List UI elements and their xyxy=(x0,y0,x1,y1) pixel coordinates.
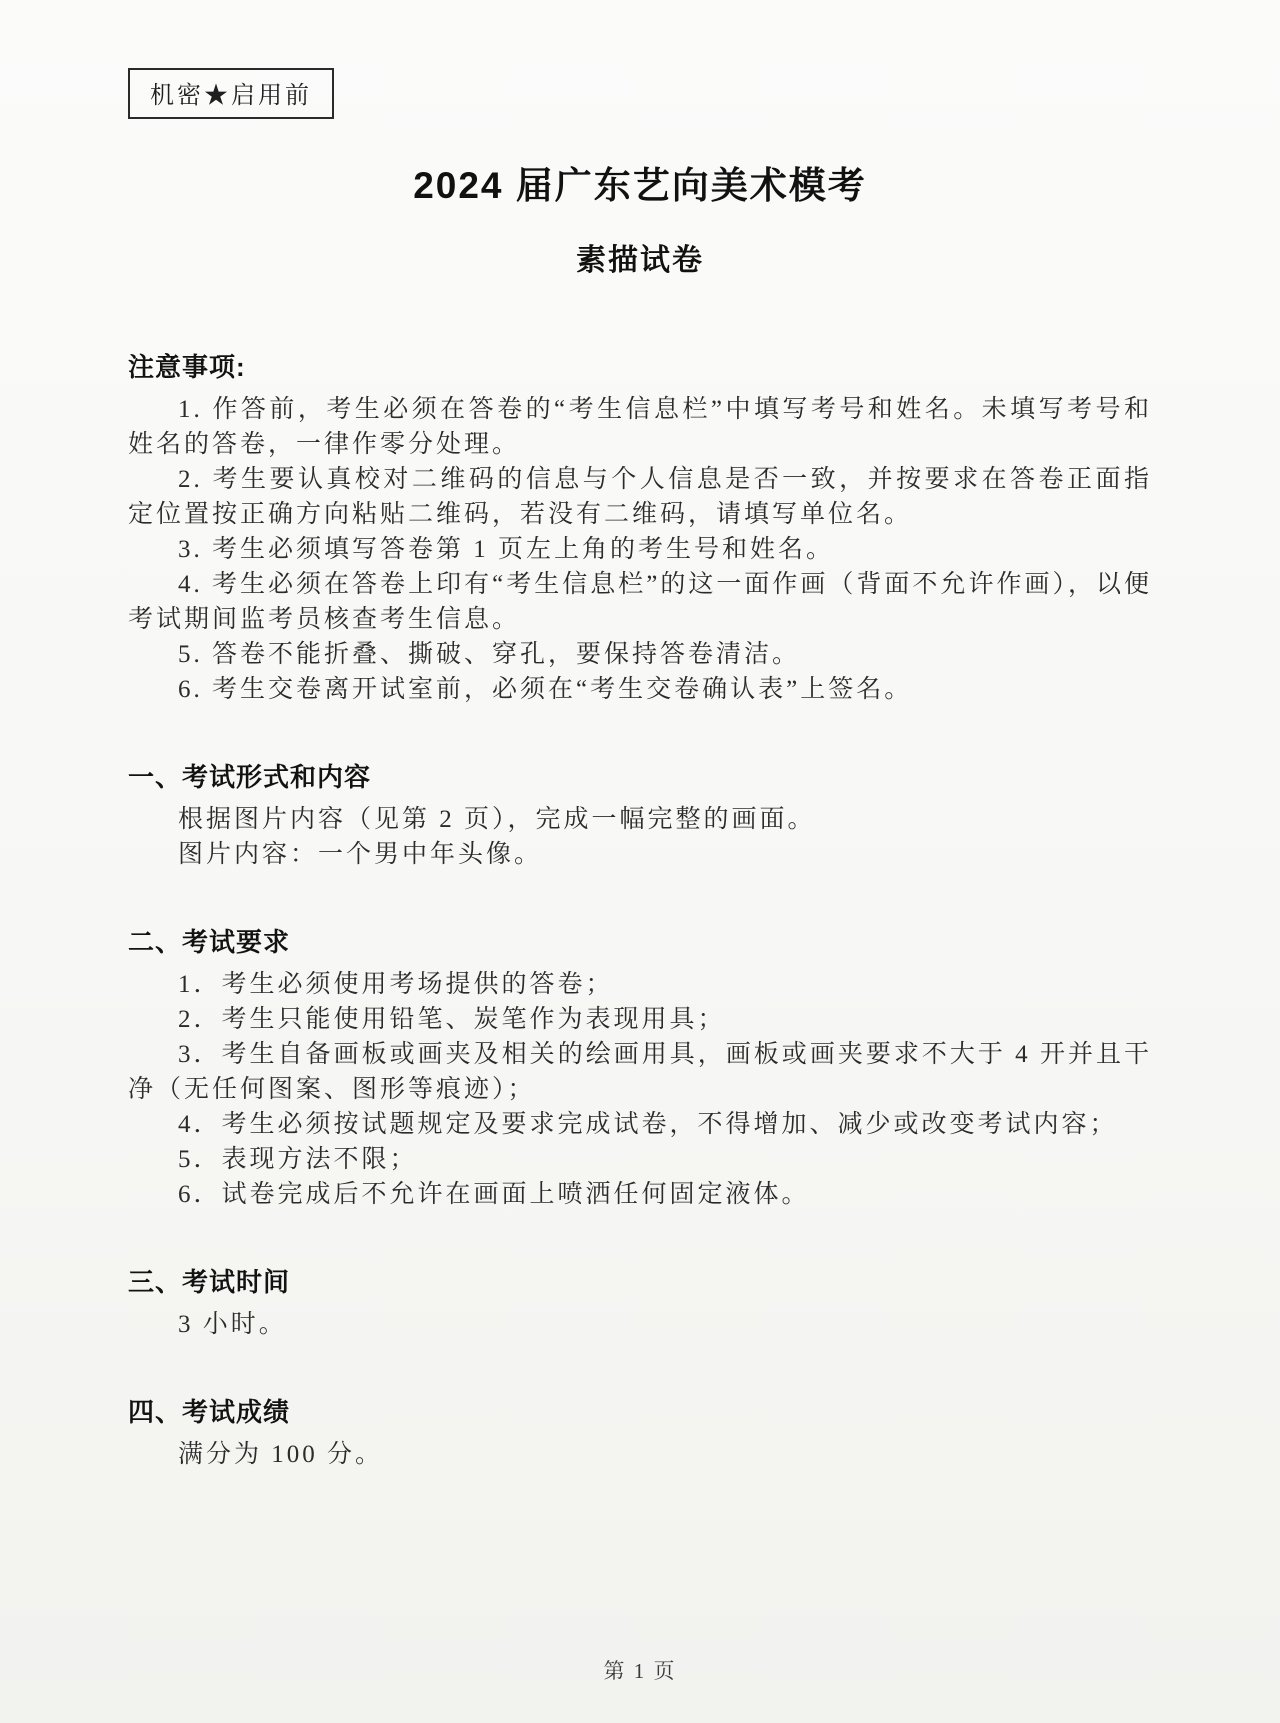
notice-heading: 注意事项: xyxy=(128,352,246,382)
section-exam-time xyxy=(128,1262,1152,1342)
section-exam-format-paragraph-2: 图片内容：一个男中年头像。 xyxy=(178,841,543,868)
section-exam-time-heading: 三、考试时间 xyxy=(128,1267,291,1297)
notice-item-1: 1. 作答前，考生必须在答卷的“考生信息栏”中填写考号和姓名。未填写考号和姓名的答卷，一律作零分处理。 xyxy=(128,396,1152,458)
requirement-item-1: 1．考生必须使用考场提供的答卷； xyxy=(178,971,614,998)
requirement-item-6: 6．试卷完成后不允许在画面上喷洒任何固定液体。 xyxy=(178,1181,810,1208)
page-subtitle: 素描试卷 xyxy=(576,244,704,277)
section-exam-format-paragraph-1: 根据图片内容（见第 2 页），完成一幅完整的画面。 xyxy=(178,806,816,833)
notice-item-3: 3. 考生必须填写答卷第 1 页左上角的考生号和姓名。 xyxy=(178,536,835,563)
section-exam-time-paragraph: 3 小时。 xyxy=(178,1311,287,1338)
notice-item-2: 2. 考生要认真校对二维码的信息与个人信息是否一致，并按要求在答卷正面指定位置按正确方向粘贴二维码，若没有二维码，请填写单位名。 xyxy=(128,466,1152,528)
requirement-item-4: 4．考生必须按试题规定及要求完成试卷，不得增加、减少或改变考试内容； xyxy=(178,1111,1118,1138)
notice-item-5: 5. 答卷不能折叠、撕破、穿孔，要保持答卷清洁。 xyxy=(178,641,801,668)
page-title: 2024 届广东艺向美术模考 xyxy=(413,165,867,206)
section-exam-format-heading: 一、考试形式和内容 xyxy=(128,762,372,792)
section-exam-requirements-heading: 二、考试要求 xyxy=(128,927,291,957)
requirement-item-5: 5．表现方法不限； xyxy=(178,1146,418,1173)
notice-section xyxy=(128,347,1152,707)
section-exam-score-heading: 四、考试成绩 xyxy=(128,1397,291,1427)
section-exam-score xyxy=(128,1392,1152,1472)
notice-item-4: 4. 考生必须在答卷上印有“考生信息栏”的这一面作画（背面不允许作画），以便考试期间监考员核查考生信息。 xyxy=(128,571,1152,633)
section-exam-format xyxy=(128,757,1152,872)
requirement-item-2: 2．考生只能使用铅笔、炭笔作为表现用具； xyxy=(178,1006,726,1033)
page-number: 第 1 页 xyxy=(603,1659,677,1683)
section-exam-requirements xyxy=(128,922,1152,1212)
confidential-stamp xyxy=(128,68,334,119)
requirement-item-3: 3．考生自备画板或画夹及相关的绘画用具，画板或画夹要求不大于 4 开并且干净（无任何图案、图形等痕迹）； xyxy=(128,1041,1152,1103)
section-exam-score-paragraph: 满分为 100 分。 xyxy=(178,1441,384,1468)
notice-item-6: 6. 考生交卷离开试室前，必须在“考生交卷确认表”上签名。 xyxy=(178,676,913,703)
confidential-label: 机密★启用前 xyxy=(150,83,312,109)
